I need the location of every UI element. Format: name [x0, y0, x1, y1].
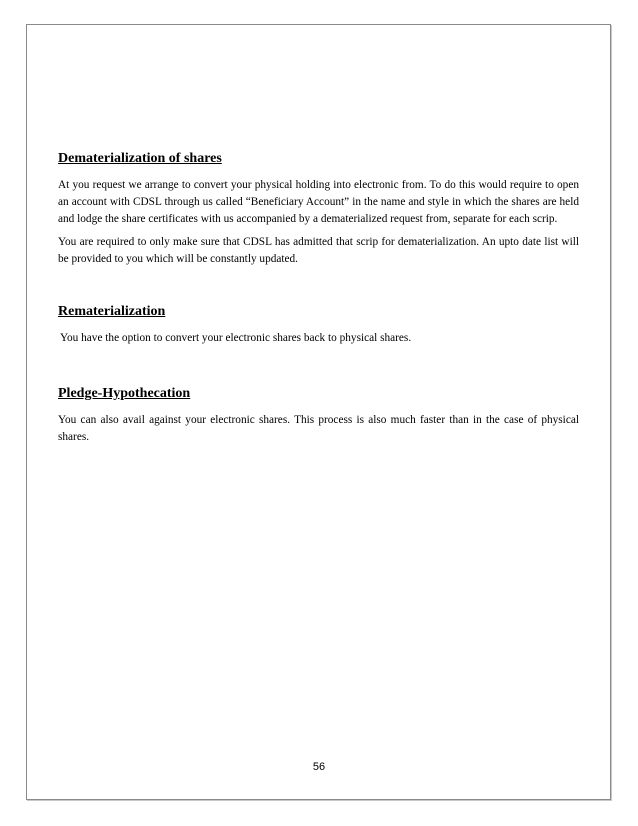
paragraph: You are required to only make sure that CDSL has admitted that scrip for dematerialization. An upto date list will be provided to you which will be constantly updated.: [58, 236, 579, 266]
page-number: 56: [312, 761, 326, 773]
section-heading: Rematerialization: [58, 303, 166, 319]
section-dematerialization: [58, 150, 579, 268]
paragraph: At you request we arrange to convert your physical holding into electronic from. To do this would require to open an account with CDSL through us called “Beneficiary Account” in the name and style in which the shares are held and lodge the share certificates with us accompanied by a dematerialized request from, separate for each scrip.: [58, 179, 579, 225]
section-rematerialization: [58, 303, 579, 347]
document-body: [58, 150, 579, 452]
paragraph: You can also avail against your electronic shares. This process is also much faster than in the case of physical shares.: [58, 413, 579, 443]
section-heading: Dematerialization of shares: [58, 151, 222, 166]
paragraph: You have the option to convert your electronic shares back to physical shares.: [60, 331, 412, 344]
section-pledge-hypothecation: [58, 385, 579, 446]
section-heading: Pledge-Hypothecation: [58, 385, 191, 401]
